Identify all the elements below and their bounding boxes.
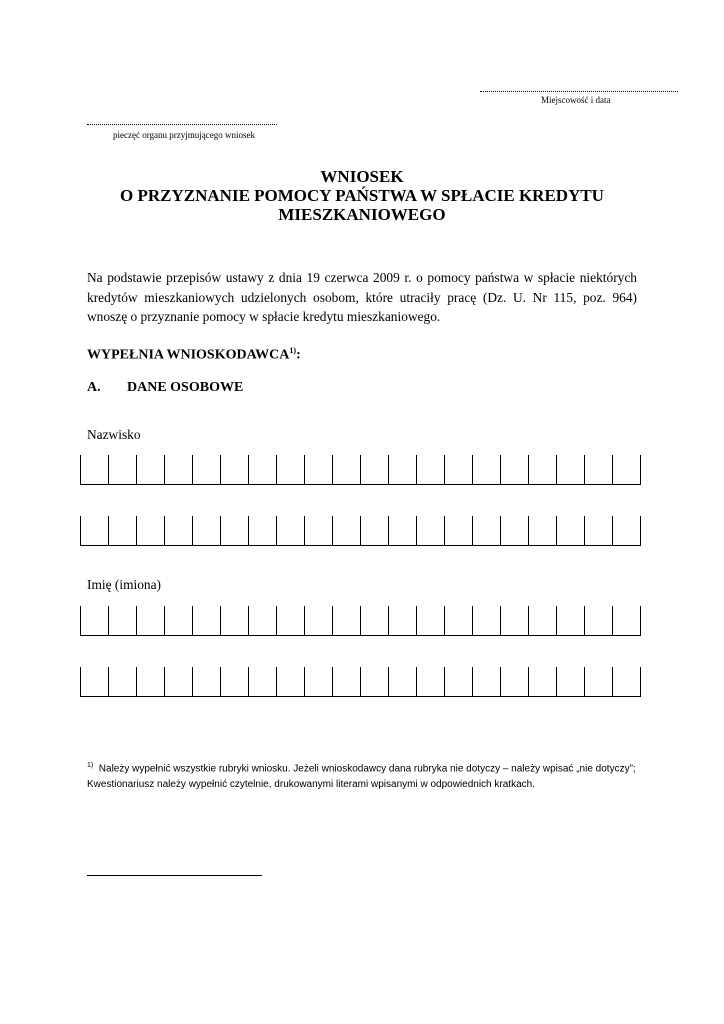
box-divider bbox=[276, 667, 277, 697]
firstname-label: Imię (imiona) bbox=[87, 577, 161, 592]
box-divider bbox=[528, 455, 529, 485]
section-a-heading bbox=[87, 380, 387, 396]
surname-label: Nazwisko bbox=[87, 427, 141, 442]
box-divider bbox=[332, 516, 333, 546]
title-line-2: O PRZYZNANIE POMOCY PAŃSTWA W SPŁACIE KREDYTU bbox=[120, 186, 604, 205]
box-divider bbox=[444, 606, 445, 636]
surname-boxes-row-1[interactable] bbox=[80, 455, 640, 485]
document-title bbox=[0, 167, 724, 224]
box-divider bbox=[416, 606, 417, 636]
box-divider bbox=[136, 516, 137, 546]
box-divider bbox=[500, 606, 501, 636]
box-divider bbox=[360, 667, 361, 697]
section-a-title: DANE OSOBOWE bbox=[127, 380, 244, 395]
applicant-heading bbox=[87, 346, 301, 364]
place-date-line[interactable] bbox=[480, 91, 678, 92]
box-divider bbox=[192, 455, 193, 485]
footnote-marker: 1) bbox=[87, 762, 94, 769]
box-divider bbox=[500, 516, 501, 546]
box-divider bbox=[360, 455, 361, 485]
box-divider bbox=[612, 667, 613, 697]
footer-separator-line bbox=[87, 875, 262, 876]
box-divider bbox=[304, 606, 305, 636]
box-divider bbox=[164, 516, 165, 546]
box-divider bbox=[164, 667, 165, 697]
section-a-letter: A. bbox=[87, 380, 101, 395]
firstname-boxes-row-1[interactable] bbox=[80, 606, 640, 636]
box-divider bbox=[248, 606, 249, 636]
title-line-1: WNIOSEK bbox=[320, 167, 404, 186]
box-divider bbox=[164, 606, 165, 636]
box-divider bbox=[612, 516, 613, 546]
footnote-text-1: Należy wypełnić wszystkie rubryki wniosku. Jeżeli wnioskodawcy dana rubryka nie dotyczy – należy wpisać „nie dotyczy”; bbox=[98, 763, 636, 775]
box-divider bbox=[640, 606, 641, 636]
box-divider bbox=[528, 516, 529, 546]
box-divider bbox=[640, 516, 641, 546]
box-divider bbox=[388, 667, 389, 697]
box-divider bbox=[444, 455, 445, 485]
box-divider bbox=[584, 606, 585, 636]
box-divider bbox=[304, 667, 305, 697]
box-divider bbox=[108, 455, 109, 485]
box-divider bbox=[164, 455, 165, 485]
box-divider bbox=[332, 455, 333, 485]
box-divider bbox=[332, 606, 333, 636]
box-divider bbox=[248, 667, 249, 697]
applicant-heading-label: WYPEŁNIA WNIOSKODAWCA bbox=[87, 347, 290, 363]
box-divider bbox=[276, 516, 277, 546]
box-divider bbox=[220, 455, 221, 485]
box-divider bbox=[472, 667, 473, 697]
box-divider bbox=[192, 516, 193, 546]
box-divider bbox=[136, 667, 137, 697]
stamp-label: pieczęć organu przyjmującego wniosek bbox=[113, 130, 256, 140]
box-divider bbox=[640, 455, 641, 485]
box-divider bbox=[108, 667, 109, 697]
box-divider bbox=[388, 516, 389, 546]
box-divider bbox=[500, 455, 501, 485]
title-line-3: MIESZKANIOWEGO bbox=[278, 205, 446, 224]
box-divider bbox=[136, 606, 137, 636]
box-divider bbox=[304, 516, 305, 546]
box-divider bbox=[444, 667, 445, 697]
box-divider bbox=[276, 455, 277, 485]
box-divider bbox=[612, 455, 613, 485]
box-divider bbox=[416, 516, 417, 546]
stamp-line bbox=[87, 124, 277, 125]
box-divider bbox=[640, 667, 641, 697]
box-divider bbox=[276, 606, 277, 636]
place-date-label: Miejscowość i data bbox=[541, 95, 611, 105]
box-divider bbox=[472, 606, 473, 636]
box-divider bbox=[136, 455, 137, 485]
box-divider bbox=[192, 667, 193, 697]
box-divider bbox=[220, 667, 221, 697]
box-divider bbox=[556, 667, 557, 697]
box-divider bbox=[612, 606, 613, 636]
box-divider bbox=[80, 606, 81, 636]
box-divider bbox=[332, 667, 333, 697]
box-divider bbox=[304, 455, 305, 485]
box-divider bbox=[248, 516, 249, 546]
box-divider bbox=[108, 516, 109, 546]
box-divider bbox=[388, 455, 389, 485]
box-divider bbox=[444, 516, 445, 546]
box-divider bbox=[360, 606, 361, 636]
box-divider bbox=[584, 516, 585, 546]
box-divider bbox=[472, 455, 473, 485]
box-divider bbox=[80, 455, 81, 485]
box-divider bbox=[584, 455, 585, 485]
box-divider bbox=[108, 606, 109, 636]
box-divider bbox=[556, 516, 557, 546]
footnote-ref: 1) bbox=[289, 346, 297, 355]
box-divider bbox=[416, 455, 417, 485]
box-divider bbox=[556, 455, 557, 485]
box-divider bbox=[80, 516, 81, 546]
box-divider bbox=[472, 516, 473, 546]
box-divider bbox=[556, 606, 557, 636]
box-divider bbox=[220, 606, 221, 636]
box-divider bbox=[528, 667, 529, 697]
intro-paragraph: Na podstawie przepisów ustawy z dnia 19 czerwca 2009 r. o pomocy państwa w spłacie niektórych kredytów mieszkaniowych udzielonych osobom, które utraciły pracę (Dz. U. Nr 115, poz. 964) wnoszę o przyznanie pomocy w spłacie kredytu mieszkaniowego. bbox=[87, 270, 637, 324]
box-divider bbox=[220, 516, 221, 546]
footnote-text-2: Kwestionariusz należy wypełnić czytelnie, drukowanymi literami wpisanymi w odpowiednich kratkach. bbox=[87, 779, 535, 791]
box-divider bbox=[528, 606, 529, 636]
box-divider bbox=[248, 455, 249, 485]
box-divider bbox=[192, 606, 193, 636]
box-divider bbox=[80, 667, 81, 697]
box-divider bbox=[584, 667, 585, 697]
footnote bbox=[87, 758, 637, 793]
box-divider bbox=[500, 667, 501, 697]
box-divider bbox=[388, 606, 389, 636]
box-divider bbox=[360, 516, 361, 546]
footnote-line-1 bbox=[87, 758, 637, 777]
box-divider bbox=[416, 667, 417, 697]
applicant-heading-suffix: : bbox=[296, 347, 301, 363]
firstname-boxes-row-2[interactable] bbox=[80, 667, 640, 697]
surname-boxes-row-2[interactable] bbox=[80, 516, 640, 546]
